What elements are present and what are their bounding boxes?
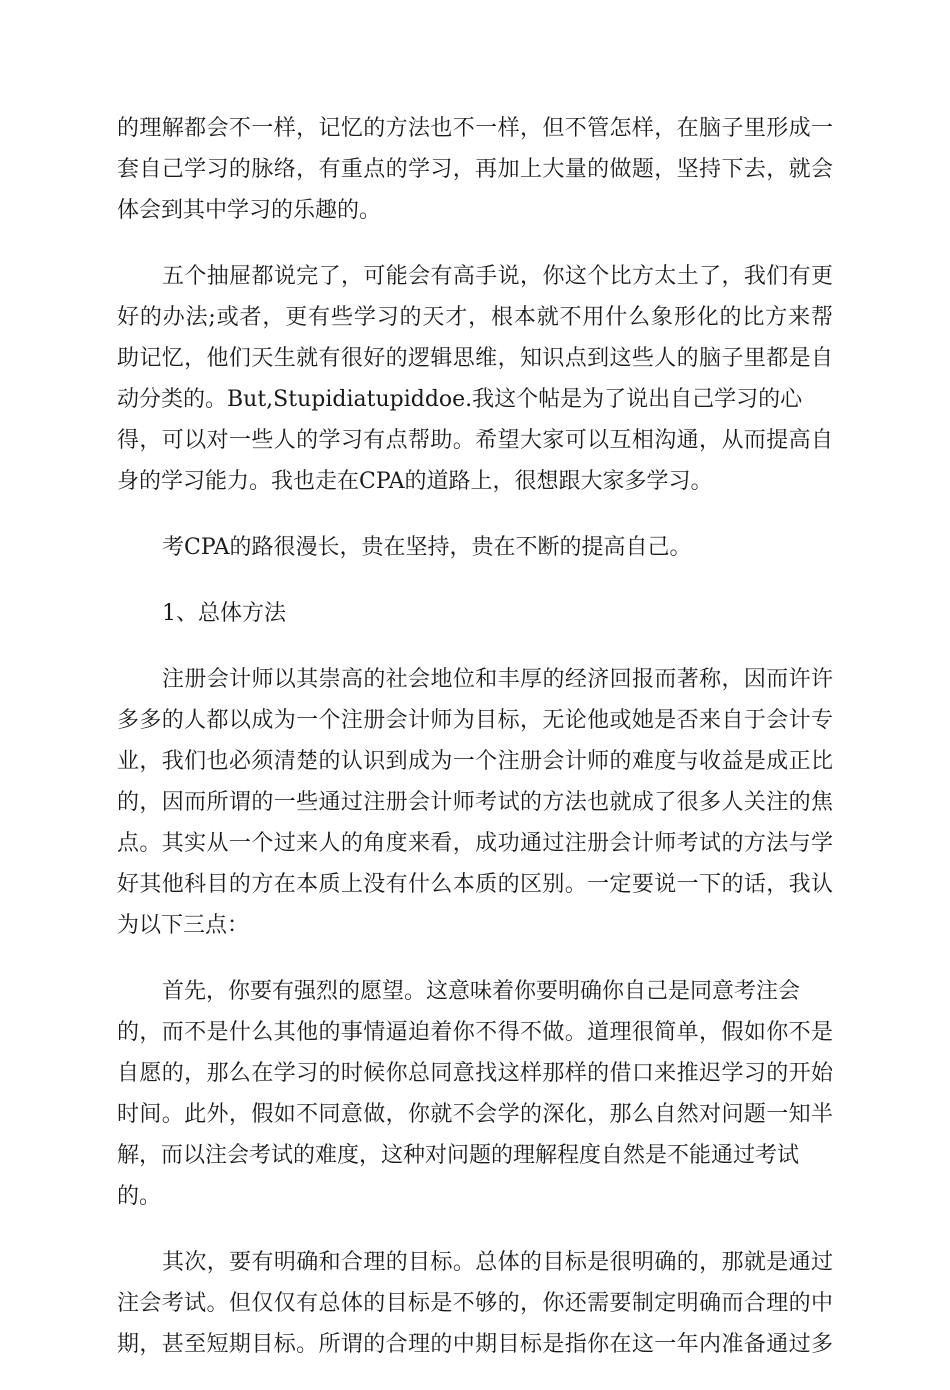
- text-line: 好其他科目的方在本质上没有什么本质的区别。一定要说一下的话，我认: [117, 872, 833, 897]
- text-line: 的，而不是什么其他的事情逼迫着你不得不做。道理很简单，假如你不是: [117, 1020, 833, 1045]
- text-line: 的，因而所谓的一些通过注册会计师考试的方法也就成了很多人关注的焦: [117, 790, 833, 815]
- text-line: 为以下三点：: [117, 913, 250, 938]
- text-line: 业，我们也必须清楚的认识到成为一个注册会计师的难度与收益是成正比: [117, 749, 833, 774]
- text-line: 多多的人都以成为一个注册会计师为目标，无论他或她是否来自于会计专: [117, 708, 833, 733]
- text-line: 注册会计师以其崇高的社会地位和丰厚的经济回报而著称，因而许许: [162, 667, 833, 692]
- paragraph-7: [117, 1242, 833, 1365]
- text-line: 套自己学习的脉络，有重点的学习，再加上大量的做题，坚持下去，就会: [117, 157, 833, 182]
- text-line: 身的学习能力。我也走在CPA的道路上，很想跟大家多学习。: [117, 469, 713, 494]
- text-line: 其次，要有明确和合理的目标。总体的目标是很明确的，那就是通过: [162, 1250, 833, 1275]
- text-line: 体会到其中学习的乐趣的。: [117, 198, 382, 223]
- section-heading: [117, 593, 833, 634]
- paragraph-1: [117, 108, 833, 231]
- text-line: 时间。此外，假如不同意做，你就不会学的深化，那么自然对问题一知半: [117, 1102, 833, 1127]
- text-line: 得，可以对一些人的学习有点帮助。希望大家可以互相沟通，从而提高自: [117, 428, 833, 453]
- text-line: 点。其实从一个过来人的角度来看，成功通过注册会计师考试的方法与学: [117, 831, 833, 856]
- text-line: 助记忆，他们天生就有很好的逻辑思维，知识点到这些人的脑子里都是自: [117, 346, 833, 371]
- text-line: 1、总体方法: [162, 601, 286, 626]
- text-line: 考CPA的路很漫长，贵在坚持，贵在不断的提高自己。: [162, 535, 692, 560]
- paragraph-6: [117, 971, 833, 1217]
- document-page: [117, 108, 833, 1390]
- text-line: 自愿的，那么在学习的时候你总同意找这样那样的借口来推迟学习的开始: [117, 1061, 833, 1086]
- text-line: 解，而以注会考试的难度，这种对问题的理解程度自然是不能通过考试: [117, 1143, 800, 1168]
- text-line: 首先，你要有强烈的愿望。这意味着你要明确你自己是同意考注会: [162, 979, 801, 1004]
- text-line: 的。: [117, 1184, 162, 1209]
- text-line: 好的办法;或者，更有些学习的天才，根本就不用什么象形化的比方来帮: [117, 305, 833, 330]
- paragraph-5: [117, 659, 833, 946]
- paragraph-2: [117, 256, 833, 502]
- text-line: 注会考试。但仅仅有总体的目标是不够的，你还需要制定明确而合理的中: [117, 1291, 833, 1316]
- text-line: 五个抽屉都说完了，可能会有高手说，你这个比方太土了，我们有更: [162, 264, 833, 289]
- paragraph-3: [117, 527, 833, 568]
- text-line: 期，甚至短期目标。所谓的合理的中期目标是指你在这一年内准备通过多: [117, 1332, 833, 1357]
- text-line: 的理解都会不一样，记忆的方法也不一样，但不管怎样，在脑子里形成一: [117, 116, 833, 141]
- text-line: 动分类的。But,Stupidiatupiddoe.我这个帖是为了说出自己学习的心: [117, 387, 803, 412]
